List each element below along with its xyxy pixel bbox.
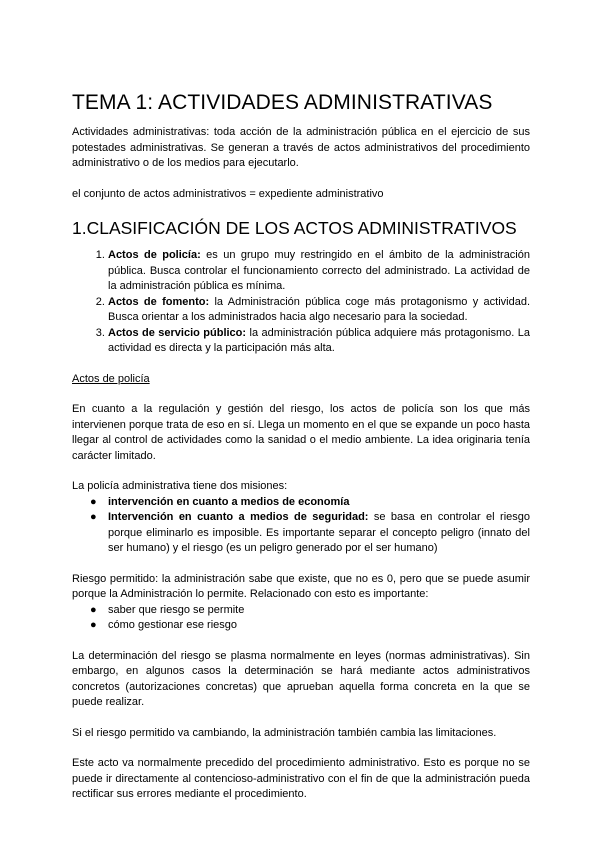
riesgo-item-text: saber que riesgo se permite [108, 603, 245, 616]
misiones-list [72, 495, 530, 557]
riesgo-item-text: cómo gestionar ese riesgo [108, 619, 238, 631]
classification-text: es un grupo muy restringido en el ámbito de la administración pública. Busca controlar el funcionamiento correcto del administrado. La actividad de la administración pública es mínima. [108, 249, 530, 292]
intro-paragraph: Actividades administrativas: toda acción de la administración pública en el ejercicio de sus potestades administrativas. Se generan a través de actos administrativos del procedimiento administrativo o de los medios para ejecutarlo. [72, 126, 530, 169]
sub-heading-actos-de-policia [72, 372, 530, 388]
bullet-icon: ● [90, 619, 97, 631]
classification-item-policia [108, 248, 530, 295]
section-1-heading: 1.CLASIFICACIÓN DE LOS ACTOS ADMINISTRATIVOS [72, 218, 517, 238]
bullet-icon: ● [90, 603, 97, 616]
classification-term: Actos de policía: [108, 249, 201, 261]
riesgo-item [90, 603, 530, 619]
classification-term: Actos de fomento: [108, 295, 210, 308]
policia-paragraph: En cuanto a la regulación y gestión del riesgo, los actos de policía son los que más intervienen porque trata de eso en sí. Llega un momento en el que se expande un poco hasta llegar al control de actividades como la sanidad o el medio ambiente. La idea originaria tenía carácter limitado. [72, 403, 530, 462]
mision-term: intervención en cuanto a medios de economía [108, 495, 350, 508]
classification-list [72, 248, 530, 357]
classification-text: la administración pública adquiere más protagonismo. La actividad es directa y la participación más alta. [108, 326, 530, 354]
determinacion-paragraph: La determinación del riesgo se plasma normalmente en leyes (normas administrativas). Sin embargo, en algunos casos la determinación se hará mediante actos administrativos concretos (autorizaciones concretas) que aprueban aquella forma concreta en la que se puede realizar. [72, 649, 530, 708]
bullet-icon: ● [90, 495, 97, 508]
procedimiento-paragraph: Este acto va normalmente precedido del procedimiento administrativo. Esto es porque no se puede ir directamente al contencioso-administrativo con el fin de que la administración pueda rectificar sus errores mediante el procedimiento. [72, 757, 530, 800]
riesgo-permitido-paragraph: Riesgo permitido: la administración sabe que existe, que no es 0, pero que se puede asumir porque la Administración lo permite. Relacionado con esto es importante: [72, 572, 530, 600]
classification-term: Actos de servicio público: [108, 326, 247, 339]
misiones-intro: La policía administrativa tiene dos misiones: [72, 480, 288, 492]
bullet-icon: ● [90, 511, 97, 523]
document-content [72, 90, 530, 803]
mision-item-seguridad [90, 510, 530, 557]
riesgo-item [90, 618, 530, 634]
mision-item-economia [90, 495, 530, 511]
expediente-line: el conjunto de actos administrativos = expediente administrativo [72, 187, 384, 200]
riesgo-list [72, 603, 530, 634]
mision-text: se basa en controlar el riesgo porque eliminarlo es imposible. Es importante separar el concepto peligro (innato del ser humano) y el riesgo (es un peligro generado por el ser humano) [108, 511, 530, 554]
classification-item-servicio-publico [108, 326, 530, 357]
cambio-paragraph: Si el riesgo permitido va cambiando, la administración también cambia las limitaciones. [72, 726, 497, 739]
mision-term: Intervención en cuanto a medios de seguridad: [108, 511, 369, 523]
page-title: TEMA 1: ACTIVIDADES ADMINISTRATIVAS [72, 91, 493, 114]
classification-text: la Administración pública coge más protagonismo y actividad. Busca orientar a los administrados hacia algo necesario para la sociedad. [108, 295, 531, 323]
classification-item-fomento [108, 295, 530, 326]
sub-heading-text: Actos de policía [72, 372, 150, 385]
